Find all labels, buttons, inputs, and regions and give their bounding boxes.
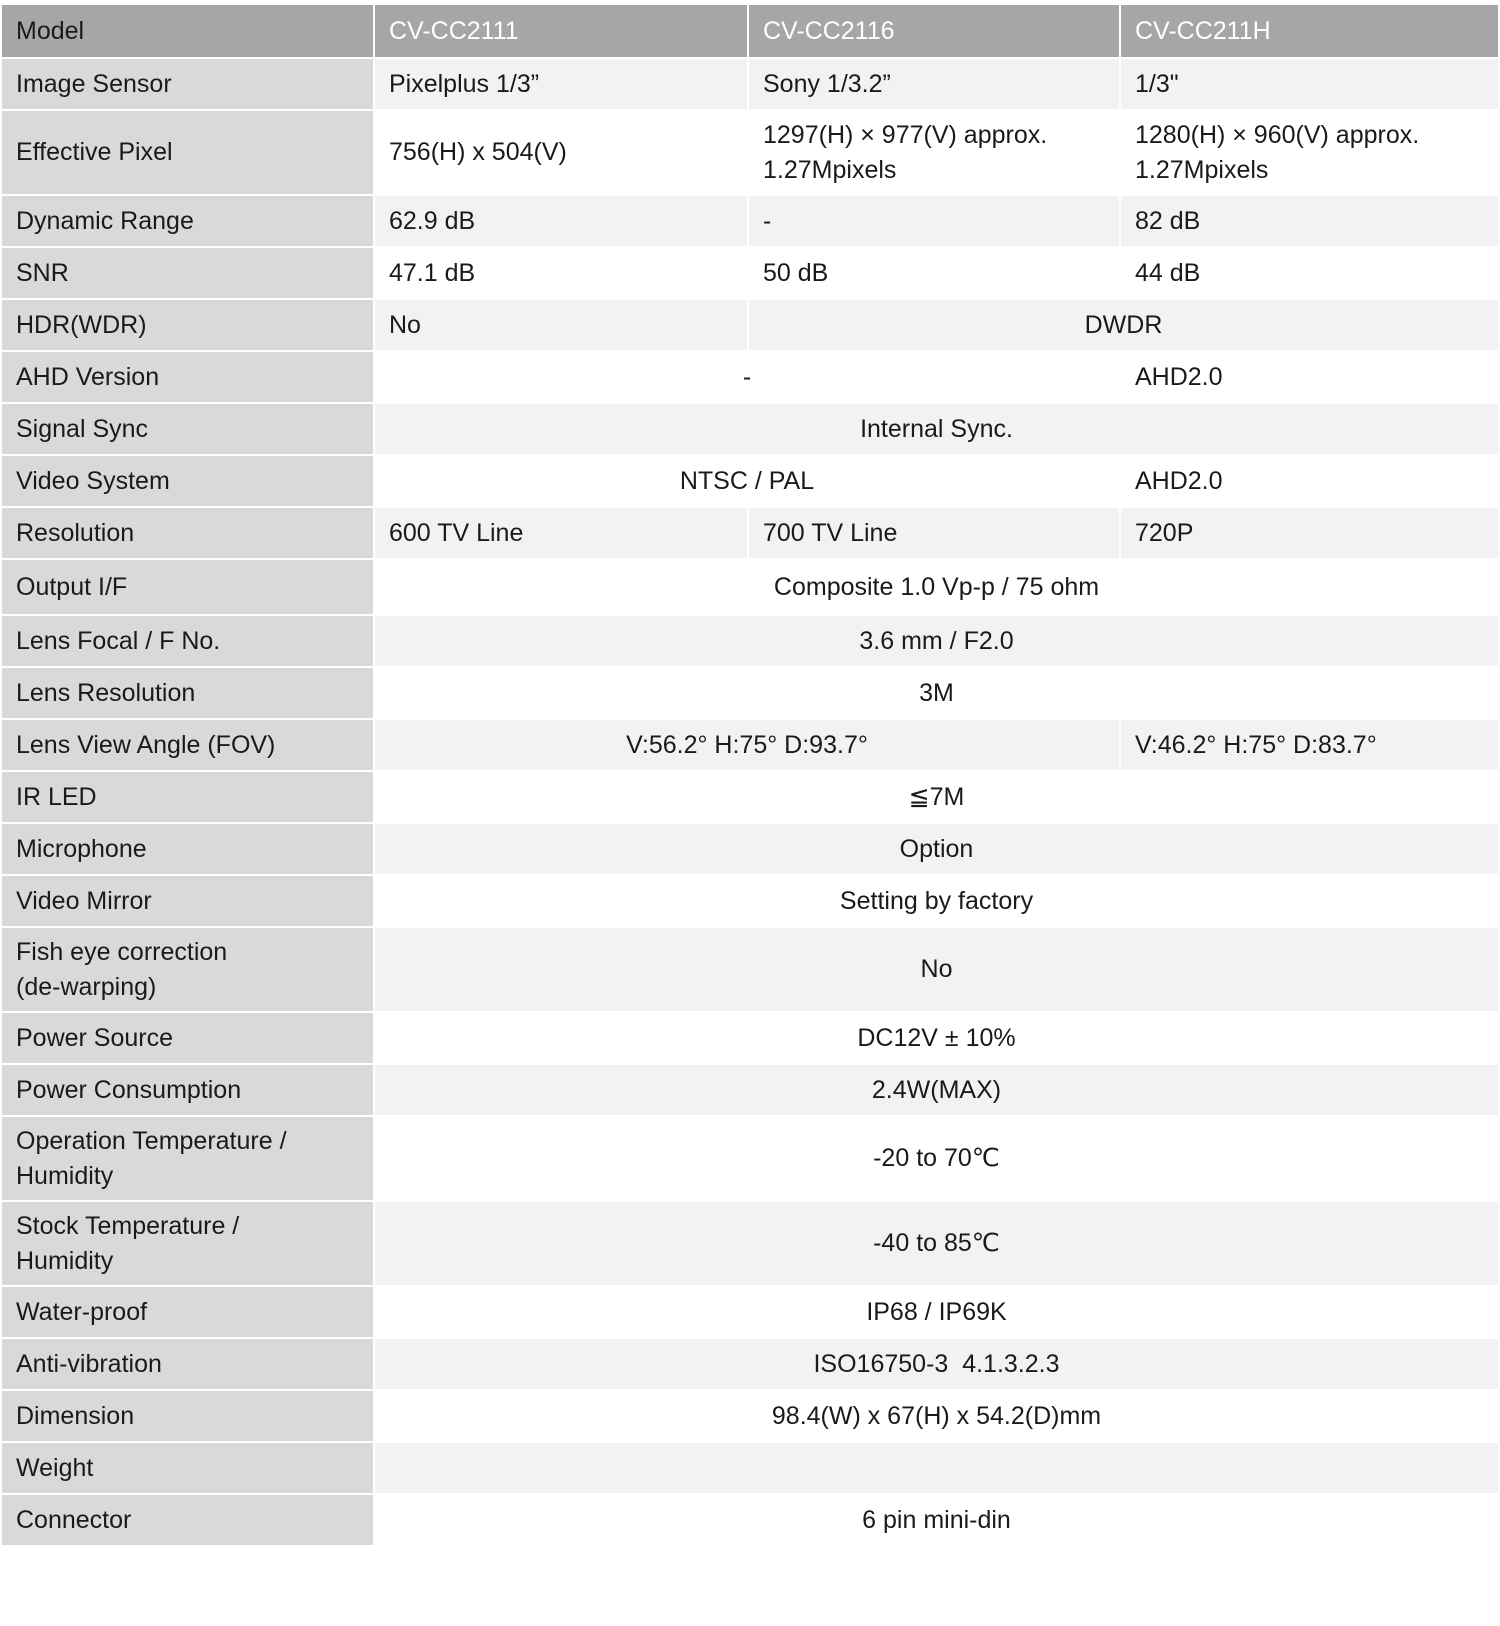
cell-value: 1/3" (1120, 58, 1499, 110)
cell-value: 3M (374, 667, 1499, 719)
row-label: AHD Version (1, 351, 374, 403)
label-line: Fish eye correction (16, 937, 228, 966)
row-lens-fov (1, 719, 1499, 771)
row-label: Video System (1, 455, 374, 507)
cell-value: Sony 1/3.2” (748, 58, 1120, 110)
row-lens-focal (1, 615, 1499, 667)
label-line: Stock Temperature / (16, 1211, 240, 1240)
row-water-proof (1, 1286, 1499, 1338)
cell-value: 44 dB (1120, 247, 1499, 299)
cell-line: 1280(H) × 960(V) approx. (1135, 120, 1420, 149)
cell-value: NTSC / PAL (374, 455, 1120, 507)
cell-value: 2.4W(MAX) (374, 1064, 1499, 1116)
cell-value: 82 dB (1120, 195, 1499, 247)
row-fisheye-correction (1, 927, 1499, 1012)
row-label: Dimension (1, 1390, 374, 1442)
row-signal-sync (1, 403, 1499, 455)
row-label (1, 1201, 374, 1286)
cell-value: Composite 1.0 Vp-p / 75 ohm (374, 559, 1499, 615)
row-label: Lens Focal / F No. (1, 615, 374, 667)
row-label: HDR(WDR) (1, 299, 374, 351)
cell-value: V:56.2° H:75° D:93.7° (374, 719, 1120, 771)
cell-value: - (748, 195, 1120, 247)
row-label: Power Consumption (1, 1064, 374, 1116)
row-microphone (1, 823, 1499, 875)
cell-value: ≦7M (374, 771, 1499, 823)
row-label: Microphone (1, 823, 374, 875)
row-effective-pixel (1, 110, 1499, 195)
row-anti-vibration (1, 1338, 1499, 1390)
label-line: Humidity (16, 1246, 114, 1275)
cell-value: -40 to 85℃ (374, 1201, 1499, 1286)
row-label: Image Sensor (1, 58, 374, 110)
row-connector (1, 1494, 1499, 1546)
cell-value: Option (374, 823, 1499, 875)
model-cv-cc2111: CV-CC2111 (374, 4, 748, 58)
cell-value: No (374, 299, 748, 351)
cell-value (748, 110, 1120, 195)
row-label: Dynamic Range (1, 195, 374, 247)
cell-value: Setting by factory (374, 875, 1499, 927)
row-ahd-version (1, 351, 1499, 403)
row-label: Weight (1, 1442, 374, 1494)
label-line: (de-warping) (16, 972, 157, 1001)
label-line: Humidity (16, 1161, 114, 1190)
row-video-mirror (1, 875, 1499, 927)
row-power-consumption (1, 1064, 1499, 1116)
model-cv-cc2116: CV-CC2116 (748, 4, 1120, 58)
cell-value: 756(H) x 504(V) (374, 110, 748, 195)
cell-value: 3.6 mm / F2.0 (374, 615, 1499, 667)
row-snr (1, 247, 1499, 299)
row-image-sensor (1, 58, 1499, 110)
cell-value: DC12V ± 10% (374, 1012, 1499, 1064)
row-label: Output I/F (1, 559, 374, 615)
row-label: IR LED (1, 771, 374, 823)
row-operation-temperature (1, 1116, 1499, 1201)
row-label: Video Mirror (1, 875, 374, 927)
row-label: SNR (1, 247, 374, 299)
row-label: Resolution (1, 507, 374, 559)
cell-value: 600 TV Line (374, 507, 748, 559)
cell-value: 62.9 dB (374, 195, 748, 247)
row-label: Power Source (1, 1012, 374, 1064)
cell-value: DWDR (748, 299, 1499, 351)
row-label: Lens View Angle (FOV) (1, 719, 374, 771)
header-label: Model (1, 4, 374, 58)
cell-value: AHD2.0 (1120, 455, 1499, 507)
cell-value: -20 to 70℃ (374, 1116, 1499, 1201)
row-label (1, 1116, 374, 1201)
cell-value: V:46.2° H:75° D:83.7° (1120, 719, 1499, 771)
cell-value: IP68 / IP69K (374, 1286, 1499, 1338)
row-dynamic-range (1, 195, 1499, 247)
row-label (1, 927, 374, 1012)
row-ir-led (1, 771, 1499, 823)
header-row (1, 4, 1499, 58)
row-stock-temperature (1, 1201, 1499, 1286)
cell-line: 1.27Mpixels (763, 155, 897, 184)
cell-value: 98.4(W) x 67(H) x 54.2(D)mm (374, 1390, 1499, 1442)
cell-value: 720P (1120, 507, 1499, 559)
row-label: Water-proof (1, 1286, 374, 1338)
cell-value: 47.1 dB (374, 247, 748, 299)
cell-value: ISO16750-3 4.1.3.2.3 (374, 1338, 1499, 1390)
cell-value (1120, 110, 1499, 195)
cell-value: No (374, 927, 1499, 1012)
model-cv-cc211h: CV-CC211H (1120, 4, 1499, 58)
cell-value: Pixelplus 1/3” (374, 58, 748, 110)
cell-value: Internal Sync. (374, 403, 1499, 455)
cell-value: 6 pin mini-din (374, 1494, 1499, 1546)
row-hdr (1, 299, 1499, 351)
row-label: Signal Sync (1, 403, 374, 455)
row-label: Connector (1, 1494, 374, 1546)
row-dimension (1, 1390, 1499, 1442)
cell-line: 1297(H) × 977(V) approx. (763, 120, 1048, 149)
row-video-system (1, 455, 1499, 507)
cell-value: - (374, 351, 1120, 403)
cell-value (374, 1442, 1499, 1494)
row-label: Lens Resolution (1, 667, 374, 719)
cell-value: AHD2.0 (1120, 351, 1499, 403)
row-lens-resolution (1, 667, 1499, 719)
row-output-if (1, 559, 1499, 615)
row-resolution (1, 507, 1499, 559)
spec-table (0, 3, 1500, 1547)
label-line: Operation Temperature / (16, 1126, 287, 1155)
cell-line: 1.27Mpixels (1135, 155, 1269, 184)
row-label: Anti-vibration (1, 1338, 374, 1390)
row-power-source (1, 1012, 1499, 1064)
cell-value: 50 dB (748, 247, 1120, 299)
row-label: Effective Pixel (1, 110, 374, 195)
cell-value: 700 TV Line (748, 507, 1120, 559)
row-weight (1, 1442, 1499, 1494)
